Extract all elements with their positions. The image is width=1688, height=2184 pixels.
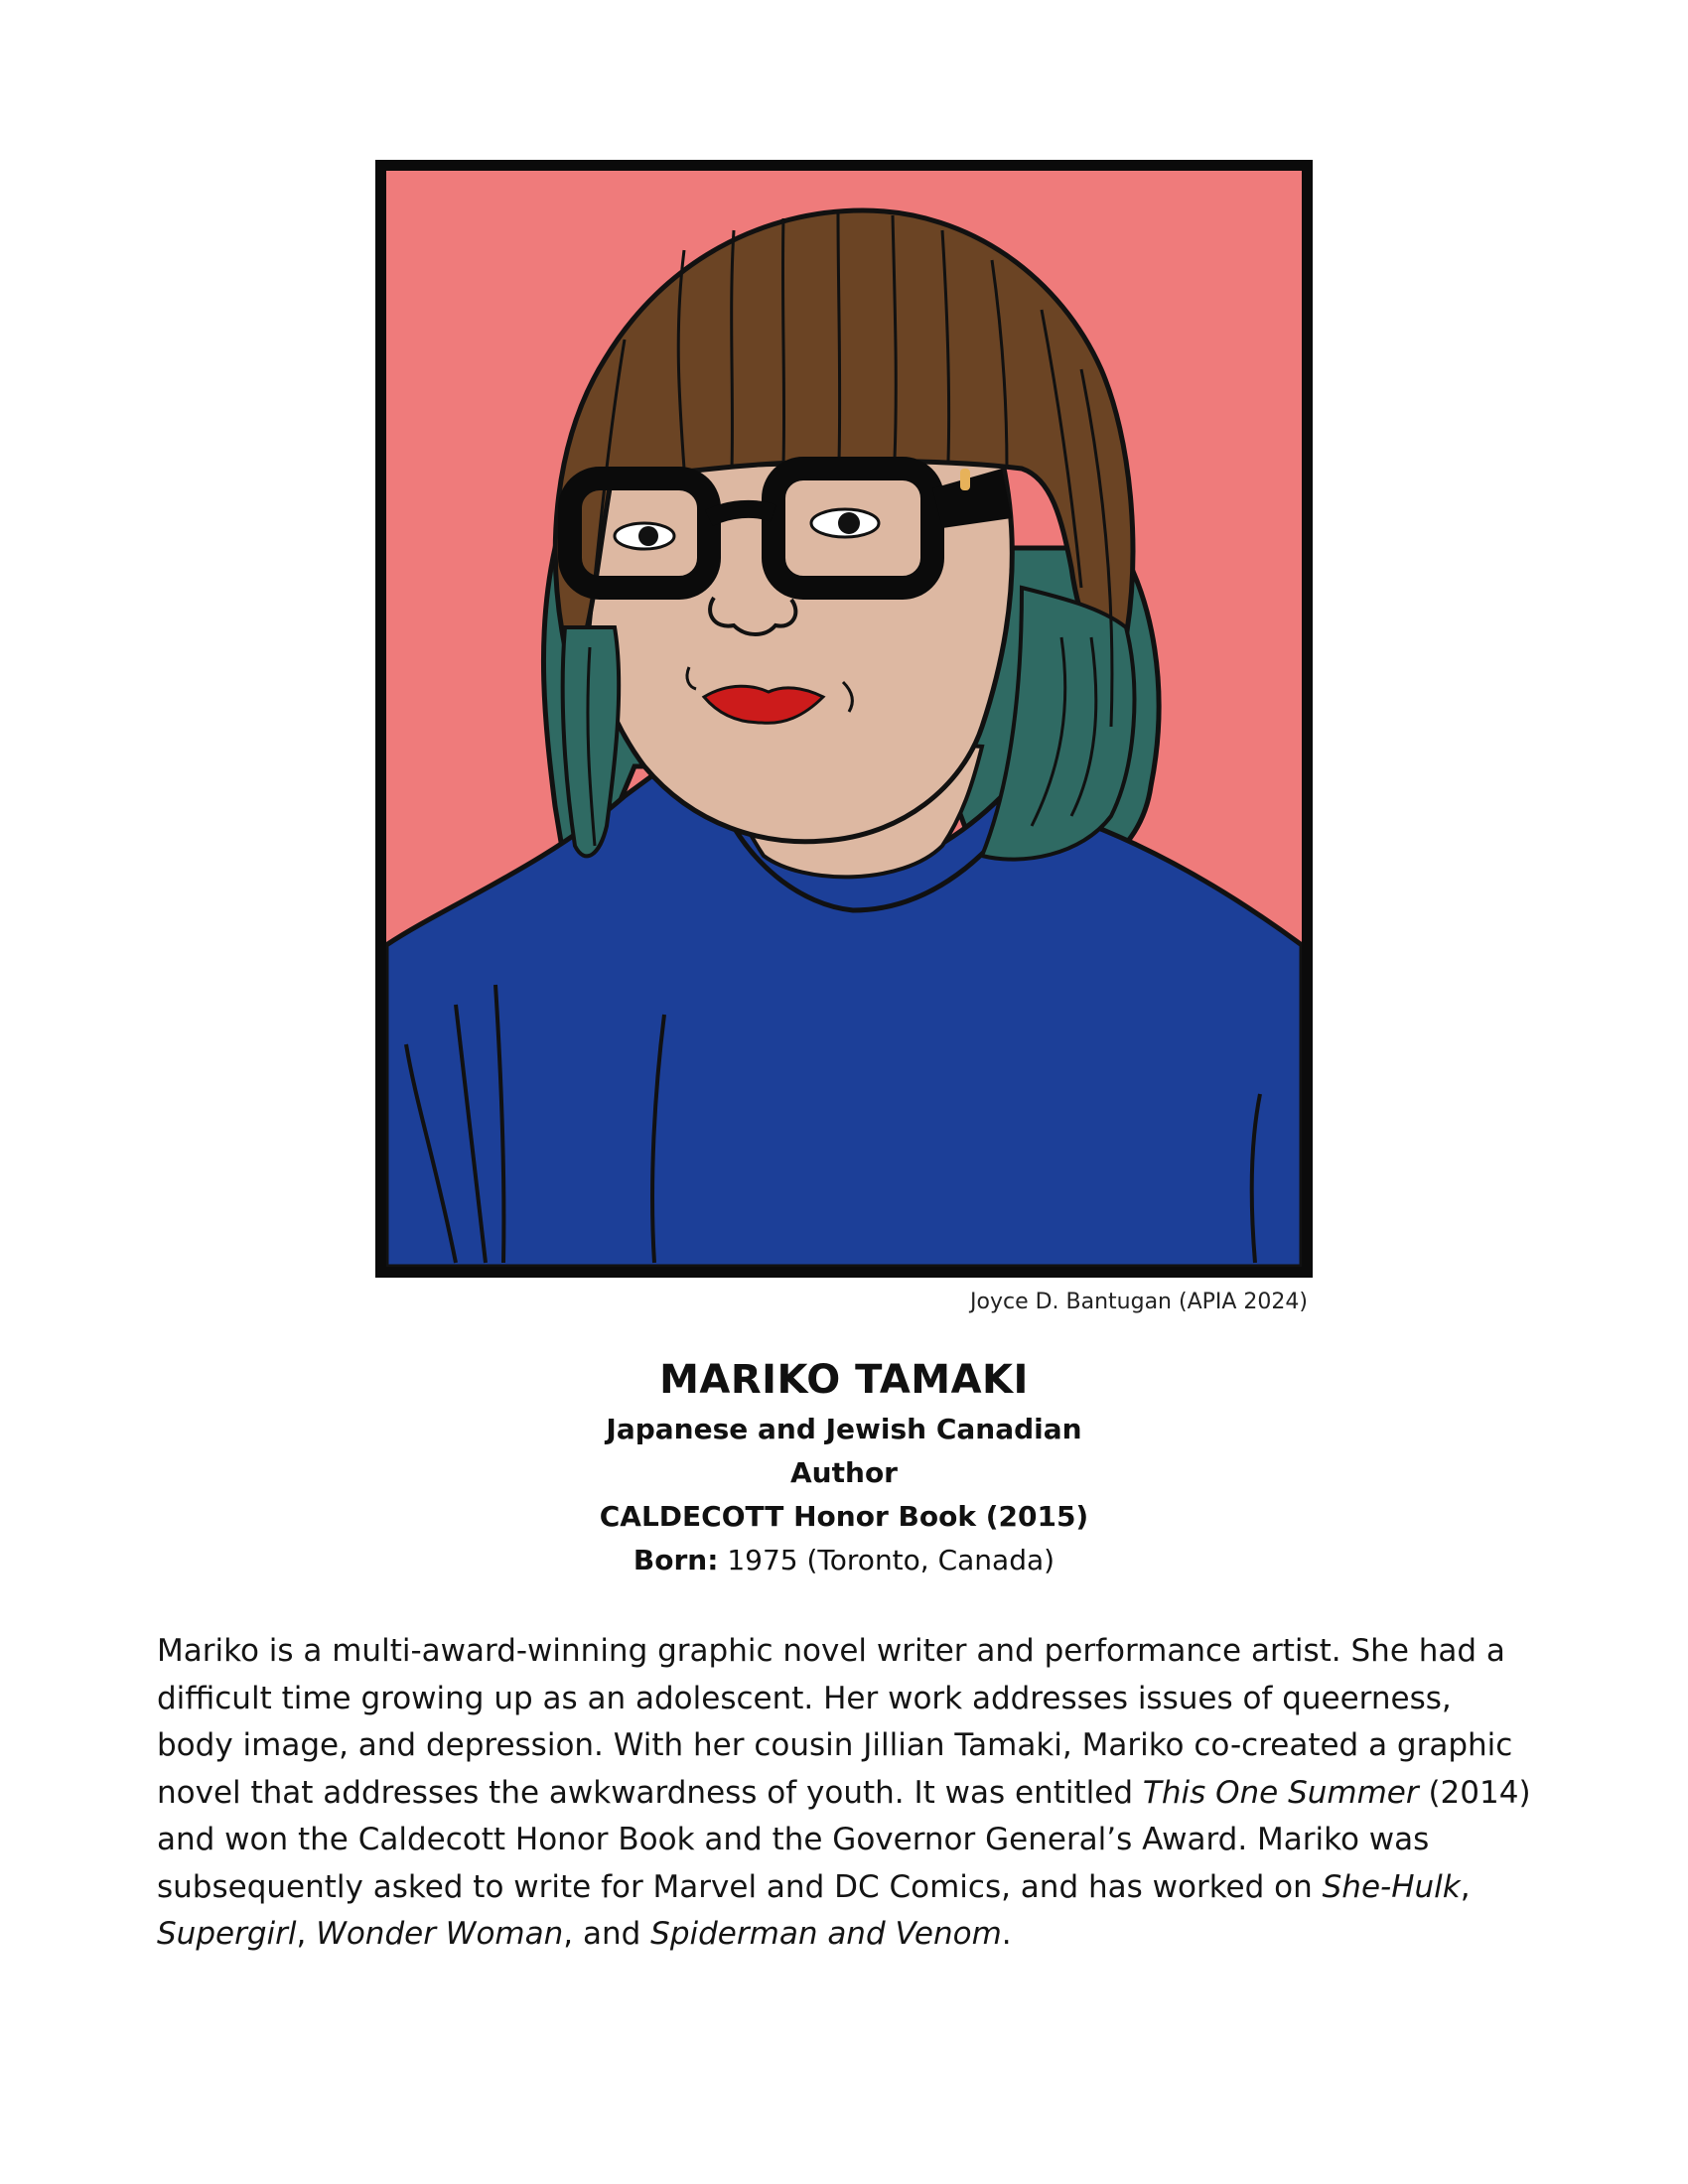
role-line: Author [790,1456,898,1489]
comic-title-spiderman-venom: Spiderman and Venom [650,1916,1002,1952]
portrait-drawing [386,171,1302,1267]
bio-text-1: Mariko is a multi-award-winning graphic novel writer and performance artist. She had a difficult time growing up as an adolescent. Her work addresses issues of queerness, body image, and depression. With her cousin Jillian Tamaki, Mariko co-created a graphic novel that addresses the awkwardness of youth. It was entitled [157,1633,1513,1811]
heritage-line: Japanese and Jewish Canadian [606,1413,1082,1445]
illustration-credit: Joyce D. Bantugan (APIA 2024) [970,1290,1308,1314]
book-title-this-one-summer: This One Summer [1142,1774,1419,1811]
born-value: 1975 (Toronto, Canada) [718,1544,1055,1576]
profile-header [0,1352,1688,1582]
comic-title-she-hulk: She-Hulk [1322,1868,1461,1905]
bio-separator-2: , [296,1916,317,1952]
biography-paragraph [157,1628,1537,1959]
bio-end: . [1001,1916,1012,1952]
person-name: MARIKO TAMAKI [659,1357,1029,1403]
portrait-illustration [375,160,1313,1278]
bio-separator-3: , and [563,1916,651,1952]
born-line [0,1539,1688,1582]
comic-title-supergirl: Supergirl [157,1916,297,1952]
bio-text-2: (2014) and won the Caldecott Honor Book and the Governor General’s Award. Mariko was subsequently asked to write for Marvel and DC Comics, and has worked on [157,1774,1531,1905]
comic-title-wonder-woman: Wonder Woman [316,1916,564,1952]
bio-separator-1: , [1460,1868,1471,1905]
award-line: CALDECOTT Honor Book (2015) [599,1500,1089,1533]
born-label: Born: [633,1544,719,1576]
